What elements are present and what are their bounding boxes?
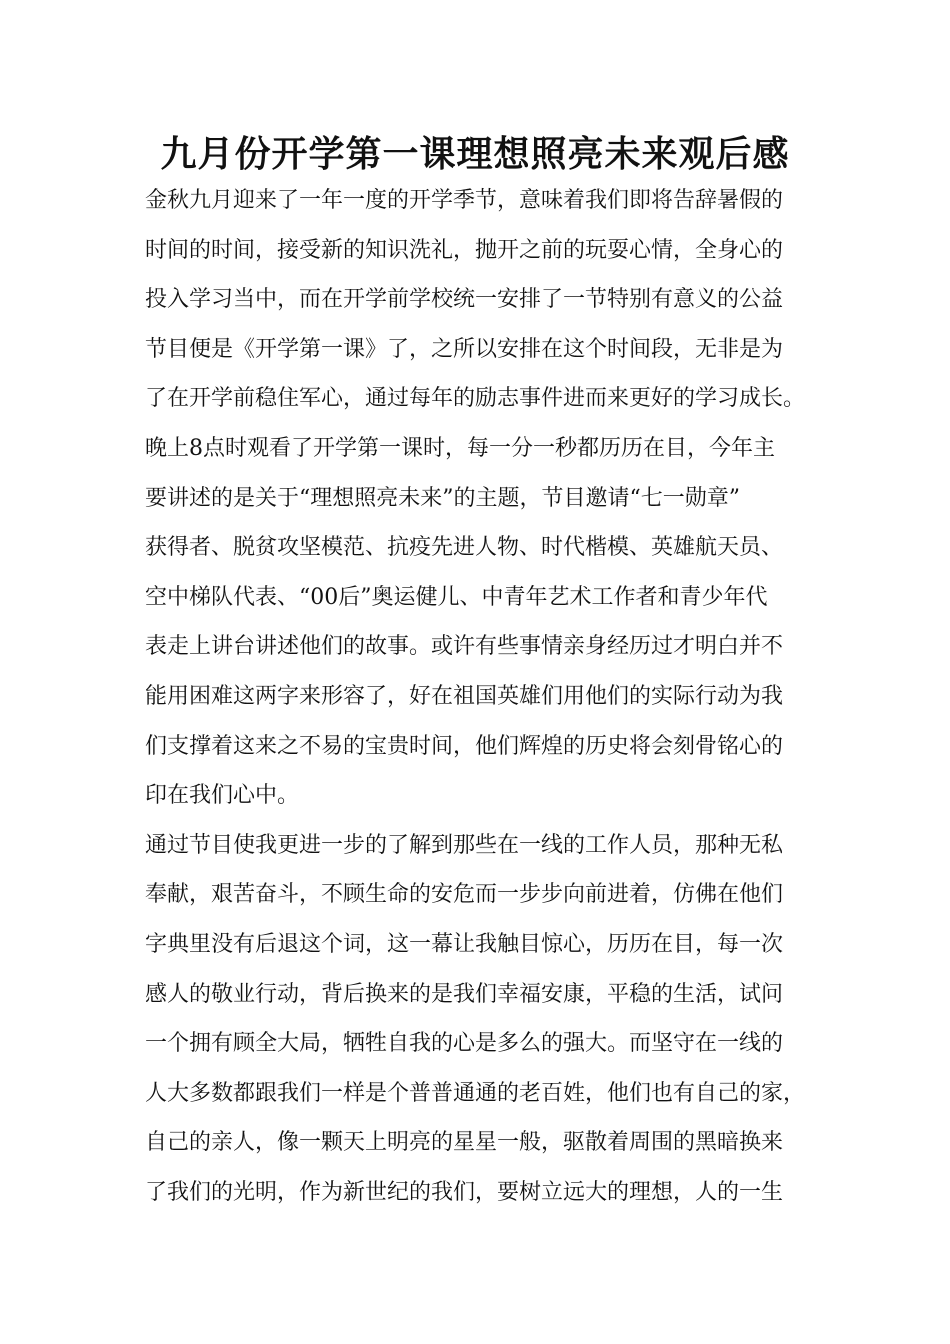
- body-line: 要讲述的是关于“理想照亮未来”的主题，节目邀请“七一勋章”: [145, 485, 740, 511]
- document-title: 九月份开学第一课理想照亮未来观后感: [160, 134, 790, 175]
- body-line: 了在开学前稳住军心，通过每年的励志事件进而来更好的学习成长。: [145, 386, 806, 412]
- body-line: 节目便是《开学第一课》了，之所以安排在这个时间段，无非是为: [145, 336, 784, 362]
- body-line: 一个拥有顾全大局，牺牲自我的心是多么的强大。而坚守在一线的: [145, 1031, 784, 1057]
- body-line: 晚上8点时观看了开学第一课时，每一分一秒都历历在目，今年主: [145, 435, 775, 461]
- body-line: 表走上讲台讲述他们的故事。或许有些事情亲身经历过才明白并不: [145, 634, 784, 660]
- body-line: 自己的亲人，像一颗天上明亮的星星一般，驱散着周围的黑暗换来: [145, 1130, 784, 1156]
- body-line: 通过节目使我更进一步的了解到那些在一线的工作人员，那种无私: [145, 832, 784, 858]
- body-line: 获得者、脱贫攻坚模范、抗疫先进人物、时代楷模、英雄航天员、: [145, 535, 784, 561]
- body-line: 时间的时间，接受新的知识洗礼，抛开之前的玩耍心情，全身心的: [145, 237, 784, 263]
- body-line: 投入学习当中，而在开学前学校统一安排了一节特别有意义的公益: [145, 287, 784, 313]
- body-line: 金秋九月迎来了一年一度的开学季节，意味着我们即将告辞暑假的: [145, 188, 784, 213]
- body-line: 空中梯队代表、“00后”奥运健儿、中青年艺术工作者和青少年代: [145, 584, 768, 610]
- body-line: 了我们的光明，作为新世纪的我们，要树立远大的理想，人的一生: [145, 1179, 784, 1205]
- body-line: 人大多数都跟我们一样是个普普通通的老百姓，他们也有自己的家，: [145, 1080, 806, 1106]
- document-body: [145, 176, 815, 1217]
- body-line: 奉献，艰苦奋斗，不顾生命的安危而一步步向前进着，仿佛在他们: [145, 882, 784, 908]
- body-line: 感人的敬业行动，背后换来的是我们幸福安康，平稳的生活，试问: [145, 981, 784, 1007]
- body-line: 字典里没有后退这个词，这一幕让我触目惊心，历历在目，每一次: [145, 931, 784, 957]
- body-line: 能用困难这两字来形容了，好在祖国英雄们用他们的实际行动为我: [145, 683, 784, 709]
- body-line: 印在我们心中。: [145, 783, 300, 809]
- body-line: 们支撑着这来之不易的宝贵时间，他们辉煌的历史将会刻骨铭心的: [145, 733, 784, 759]
